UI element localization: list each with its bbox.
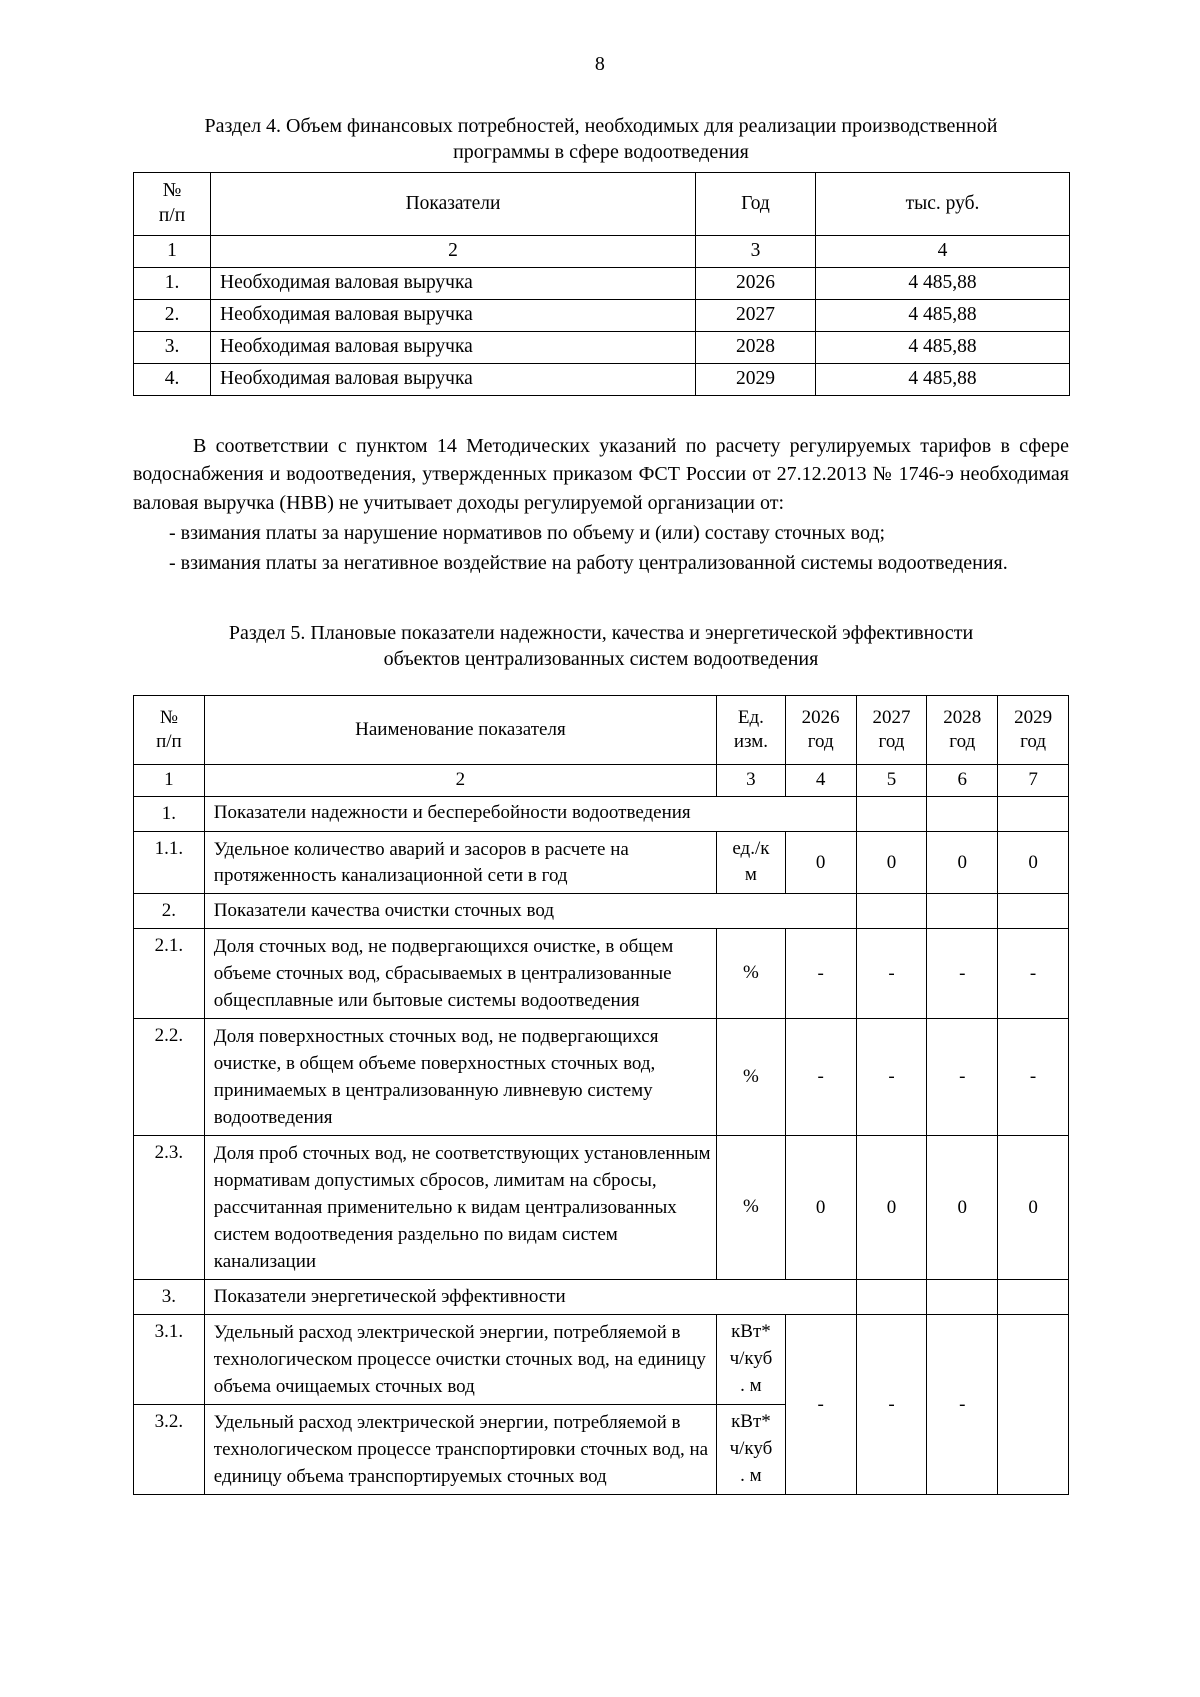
row-unit bbox=[717, 831, 786, 894]
row-value-2027: - bbox=[856, 1019, 927, 1136]
section4-heading-line2: программы в сфере водоотведения bbox=[453, 141, 749, 164]
numbering-cell: 4 bbox=[816, 235, 1070, 267]
header-year-suffix: год bbox=[949, 730, 976, 752]
row-value-2029 bbox=[998, 1280, 1069, 1315]
row-no: 4. bbox=[134, 363, 211, 395]
section4-heading bbox=[133, 113, 1069, 166]
row-value-2028: 0 bbox=[927, 831, 998, 894]
row-name: Удельный расход электрической энергии, потребляемой в технологическом процессе очистки сточных вод, на единицу объема очищаемых сточных вод bbox=[204, 1315, 716, 1405]
row-indicator: Необходимая валовая выручка bbox=[211, 331, 696, 363]
row-value-2027: - bbox=[856, 929, 927, 1019]
row-value-2027: - bbox=[856, 1315, 927, 1495]
table-group-row bbox=[134, 1280, 1069, 1315]
row-value-2029 bbox=[998, 1315, 1069, 1495]
row-value-2026: - bbox=[785, 1019, 856, 1136]
row-value-2028 bbox=[927, 1280, 998, 1315]
table-row bbox=[134, 299, 1070, 331]
header-year-suffix: год bbox=[878, 730, 905, 752]
table-row bbox=[134, 1315, 1069, 1405]
table-header-row bbox=[134, 695, 1069, 764]
row-value-2029: - bbox=[998, 929, 1069, 1019]
row-indicator: Необходимая валовая выручка bbox=[211, 267, 696, 299]
regulation-paragraph bbox=[133, 432, 1069, 517]
header-cell-year: Год bbox=[696, 172, 816, 235]
paragraph-bullet-1: - взимания платы за нарушение нормативов по объему и (или) составу сточных вод; bbox=[169, 521, 886, 544]
table-row bbox=[134, 1136, 1069, 1280]
row-value-2028: - bbox=[927, 1315, 998, 1495]
numbering-cell: 1 bbox=[134, 764, 205, 796]
row-value: 4 485,88 bbox=[816, 363, 1070, 395]
row-year: 2028 bbox=[696, 331, 816, 363]
row-unit bbox=[717, 1404, 786, 1494]
header-no-line2: п/п bbox=[158, 204, 186, 226]
header-cell-indicator: Показатели bbox=[211, 172, 696, 235]
row-value: 4 485,88 bbox=[816, 299, 1070, 331]
row-value-2026: - bbox=[785, 929, 856, 1019]
row-value-2028 bbox=[927, 894, 998, 929]
header-cell-year-2026 bbox=[785, 695, 856, 764]
row-value-2027: 0 bbox=[856, 831, 927, 894]
table-numbering-row bbox=[134, 235, 1070, 267]
numbering-cell: 3 bbox=[717, 764, 786, 796]
row-name: Доля поверхностных сточных вод, не подвергающихся очистке, в общем объеме поверхностных сточных вод, принимаемых в централизованную ливневую систему водоотведения bbox=[204, 1019, 716, 1136]
header-year-value: 2026 bbox=[801, 706, 840, 728]
section5-heading-line2: объектов централизованных систем водоотведения bbox=[383, 648, 819, 671]
table-row bbox=[134, 267, 1070, 299]
page-content bbox=[0, 113, 1200, 1495]
table-row bbox=[134, 331, 1070, 363]
row-value-2026: 0 bbox=[785, 1136, 856, 1280]
section5-heading-line1: Раздел 5. Плановые показатели надежности, качества и энергетической эффективности bbox=[228, 621, 974, 644]
row-value-2028: 0 bbox=[927, 1136, 998, 1280]
row-no: 3.1. bbox=[134, 1315, 205, 1405]
numbering-cell: 6 bbox=[927, 764, 998, 796]
table-group-row bbox=[134, 796, 1069, 831]
row-unit-line1: кВт* bbox=[731, 1410, 771, 1432]
row-no: 2.3. bbox=[134, 1136, 205, 1280]
row-value-2029: 0 bbox=[998, 831, 1069, 894]
row-no: 1. bbox=[134, 267, 211, 299]
table-numbering-row bbox=[134, 764, 1069, 796]
row-value: 4 485,88 bbox=[816, 267, 1070, 299]
row-unit-line3: . м bbox=[740, 1464, 762, 1486]
row-unit-line2: м bbox=[744, 864, 757, 886]
row-year: 2027 bbox=[696, 299, 816, 331]
row-value-2028 bbox=[927, 796, 998, 831]
row-value-2029 bbox=[998, 796, 1069, 831]
row-name: Показатели надежности и бесперебойности водоотведения bbox=[204, 796, 856, 831]
numbering-cell: 4 bbox=[785, 764, 856, 796]
row-no: 3. bbox=[134, 331, 211, 363]
row-year: 2026 bbox=[696, 267, 816, 299]
row-no: 2.1. bbox=[134, 929, 205, 1019]
row-indicator: Необходимая валовая выручка bbox=[211, 363, 696, 395]
row-unit: % bbox=[717, 1136, 786, 1280]
row-value-2027 bbox=[856, 894, 927, 929]
row-value-2026: - bbox=[785, 1315, 856, 1495]
row-no: 2.2. bbox=[134, 1019, 205, 1136]
row-value-2027 bbox=[856, 796, 927, 831]
header-cell-year-2029 bbox=[998, 695, 1069, 764]
row-no: 2. bbox=[134, 894, 205, 929]
row-name: Удельный расход электрической энергии, потребляемой в технологическом процессе транспортировки сточных вод, на единицу объема транспортируемых сточных вод bbox=[204, 1404, 716, 1494]
planned-indicators-table bbox=[133, 695, 1069, 1495]
header-no-line2: п/п bbox=[156, 730, 182, 752]
header-cell-value: тыс. руб. bbox=[816, 172, 1070, 235]
numbering-cell: 1 bbox=[134, 235, 211, 267]
row-name: Показатели энергетической эффективности bbox=[204, 1280, 856, 1315]
numbering-cell: 7 bbox=[998, 764, 1069, 796]
row-indicator: Необходимая валовая выручка bbox=[211, 299, 696, 331]
row-unit-line1: кВт* bbox=[731, 1321, 771, 1343]
table-row bbox=[134, 831, 1069, 894]
table-header-row bbox=[134, 172, 1070, 235]
section5-heading bbox=[133, 620, 1069, 673]
header-year-suffix: год bbox=[1020, 730, 1047, 752]
row-value: 4 485,88 bbox=[816, 331, 1070, 363]
header-cell-year-2027 bbox=[856, 695, 927, 764]
row-unit-line3: . м bbox=[740, 1375, 762, 1397]
paragraph-bullet-2: - взимания платы за негативное воздействие на работу централизованной системы водоотведения. bbox=[169, 552, 1008, 575]
header-year-value: 2029 bbox=[1014, 706, 1053, 728]
row-year: 2029 bbox=[696, 363, 816, 395]
row-name: Показатели качества очистки сточных вод bbox=[204, 894, 856, 929]
numbering-cell: 2 bbox=[204, 764, 716, 796]
row-no: 1. bbox=[134, 796, 205, 831]
header-year-value: 2027 bbox=[872, 706, 911, 728]
table-group-row bbox=[134, 894, 1069, 929]
header-unit-line2: изм. bbox=[733, 730, 769, 752]
page-number: 8 bbox=[594, 53, 606, 75]
row-no: 1.1. bbox=[134, 831, 205, 894]
header-year-value: 2028 bbox=[943, 706, 982, 728]
row-value-2027 bbox=[856, 1280, 927, 1315]
row-no: 3.2. bbox=[134, 1404, 205, 1494]
numbering-cell: 5 bbox=[856, 764, 927, 796]
header-cell-no bbox=[134, 172, 211, 235]
row-unit-line2: ч/куб bbox=[729, 1437, 773, 1459]
header-cell-unit bbox=[717, 695, 786, 764]
header-year-suffix: год bbox=[807, 730, 834, 752]
header-unit-line1: Ед. bbox=[737, 706, 764, 728]
row-no: 3. bbox=[134, 1280, 205, 1315]
paragraph-text: В соответствии с пунктом 14 Методических указаний по расчету регулируемых тарифов в сфере водоснабжения и водоотведения, утвержденных приказом ФСТ России от 27.12.2013 № 1746-э необходимая валовая выручка (НВВ) не учитывает доходы регулируемой организации от: bbox=[133, 434, 1069, 514]
row-value-2029 bbox=[998, 894, 1069, 929]
row-unit-line1: ед./к bbox=[732, 837, 770, 859]
header-cell-year-2028 bbox=[927, 695, 998, 764]
row-name: Доля сточных вод, не подвергающихся очистке, в общем объеме сточных вод, сбрасываемых в централизованные общесплавные или бытовые системы водоотведения bbox=[204, 929, 716, 1019]
financial-needs-table bbox=[133, 172, 1070, 396]
row-value-2028: - bbox=[927, 1019, 998, 1136]
row-value-2029: 0 bbox=[998, 1136, 1069, 1280]
section4-heading-line1: Раздел 4. Объем финансовых потребностей, необходимых для реализации производственной bbox=[204, 115, 998, 137]
row-value-2028: - bbox=[927, 929, 998, 1019]
table-row bbox=[134, 1019, 1069, 1136]
row-value-2027: 0 bbox=[856, 1136, 927, 1280]
row-unit: % bbox=[717, 1019, 786, 1136]
row-unit: % bbox=[717, 929, 786, 1019]
table-row bbox=[134, 363, 1070, 395]
table-row bbox=[134, 929, 1069, 1019]
row-value-2029: - bbox=[998, 1019, 1069, 1136]
row-no: 2. bbox=[134, 299, 211, 331]
row-unit bbox=[717, 1315, 786, 1405]
header-cell-indicator-name: Наименование показателя bbox=[204, 695, 716, 764]
header-no-line1: № bbox=[162, 180, 182, 202]
row-unit-line2: ч/куб bbox=[729, 1348, 773, 1370]
header-no-line1: № bbox=[159, 706, 178, 728]
row-value-2026: 0 bbox=[785, 831, 856, 894]
row-name: Доля проб сточных вод, не соответствующих установленным нормативам допустимых сбросов, лимитам на сбросы, рассчитанная применительно к видам централизованных систем водоотведения раздельно по видам систем канализации bbox=[204, 1136, 716, 1280]
row-name: Удельное количество аварий и засоров в расчете на протяженность канализационной сети в год bbox=[204, 831, 716, 894]
numbering-cell: 2 bbox=[211, 235, 696, 267]
numbering-cell: 3 bbox=[696, 235, 816, 267]
header-cell-no bbox=[134, 695, 205, 764]
